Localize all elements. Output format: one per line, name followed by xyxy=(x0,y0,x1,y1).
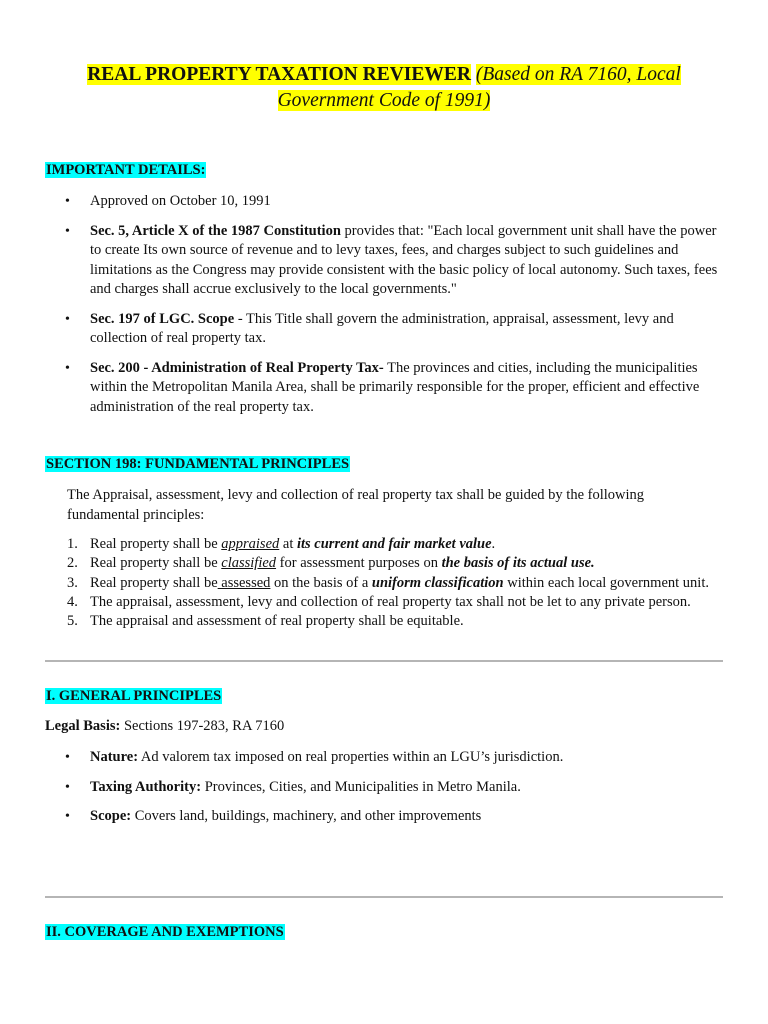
document-title xyxy=(45,62,723,114)
list-item: 1. Real property shall be appraised at its current and fair market value. xyxy=(67,536,496,552)
section-198-intro: The Appraisal, assessment, levy and collection of real property tax shall be guided by the following fundamental principles: xyxy=(67,487,645,523)
list-item: • Scope: Covers land, buildings, machinery, and other improvements xyxy=(45,807,725,827)
list-item: 5. The appraisal and assessment of real property shall be equitable. xyxy=(67,613,464,630)
list-item: 4. The appraisal, assessment, levy and collection of real property tax shall not be let to any private person. xyxy=(67,593,691,610)
list-item: • Sec. 5, Article X of the 1987 Constitution provides that: "Each local government unit shall have the power to create Its own source of revenue and to levy taxes, fees, and charges subject to such guidelines and limitations as the Congress may provide consistent with the basic policy of local autonomy. Such taxes, fees and charges shall accrue exclusively to the local governments." xyxy=(45,222,725,300)
coverage-exemptions-heading: II. COVERAGE AND EXEMPTIONS xyxy=(46,924,284,940)
list-item: • Approved on October 10, 1991 xyxy=(45,192,725,212)
list-item: 2. Real property shall be classified for assessment purposes on the basis of its actual use. xyxy=(67,555,595,572)
section-divider xyxy=(45,896,723,898)
list-item: • Taxing Authority: Provinces, Cities, and Municipalities in Metro Manila. xyxy=(45,778,725,798)
important-details-heading: IMPORTANT DETAILS: xyxy=(46,162,206,178)
principles-list xyxy=(45,535,725,631)
general-principles-list xyxy=(45,748,725,837)
list-item: 3. Real property shall be assessed on the basis of a uniform classification within each local government unit. xyxy=(67,574,709,591)
list-item: • Nature: Ad valorem tax imposed on real properties within an LGU’s jurisdiction. xyxy=(45,748,725,768)
section-198-heading: SECTION 198: FUNDAMENTAL PRINCIPLES xyxy=(46,456,350,472)
list-item: • Sec. 200 - Administration of Real Property Tax- The provinces and cities, including the municipalities within the Metropolitan Manila Area, shall be primarily responsible for the proper, efficient and effective administration of the real property tax. xyxy=(45,359,725,418)
legal-basis: Legal Basis: Sections 197-283, RA 7160 xyxy=(45,718,285,734)
important-details-list xyxy=(45,192,725,427)
list-item: • Sec. 197 of LGC. Scope - This Title shall govern the administration, appraisal, assessment, levy and collection of real property tax. xyxy=(45,310,725,349)
title-subtitle: (Based on RA 7160, Local Government Code of 1991) xyxy=(277,64,681,111)
title-main: REAL PROPERTY TAXATION REVIEWER xyxy=(87,64,471,85)
general-principles-heading: I. GENERAL PRINCIPLES xyxy=(46,688,222,704)
section-divider xyxy=(45,660,723,662)
